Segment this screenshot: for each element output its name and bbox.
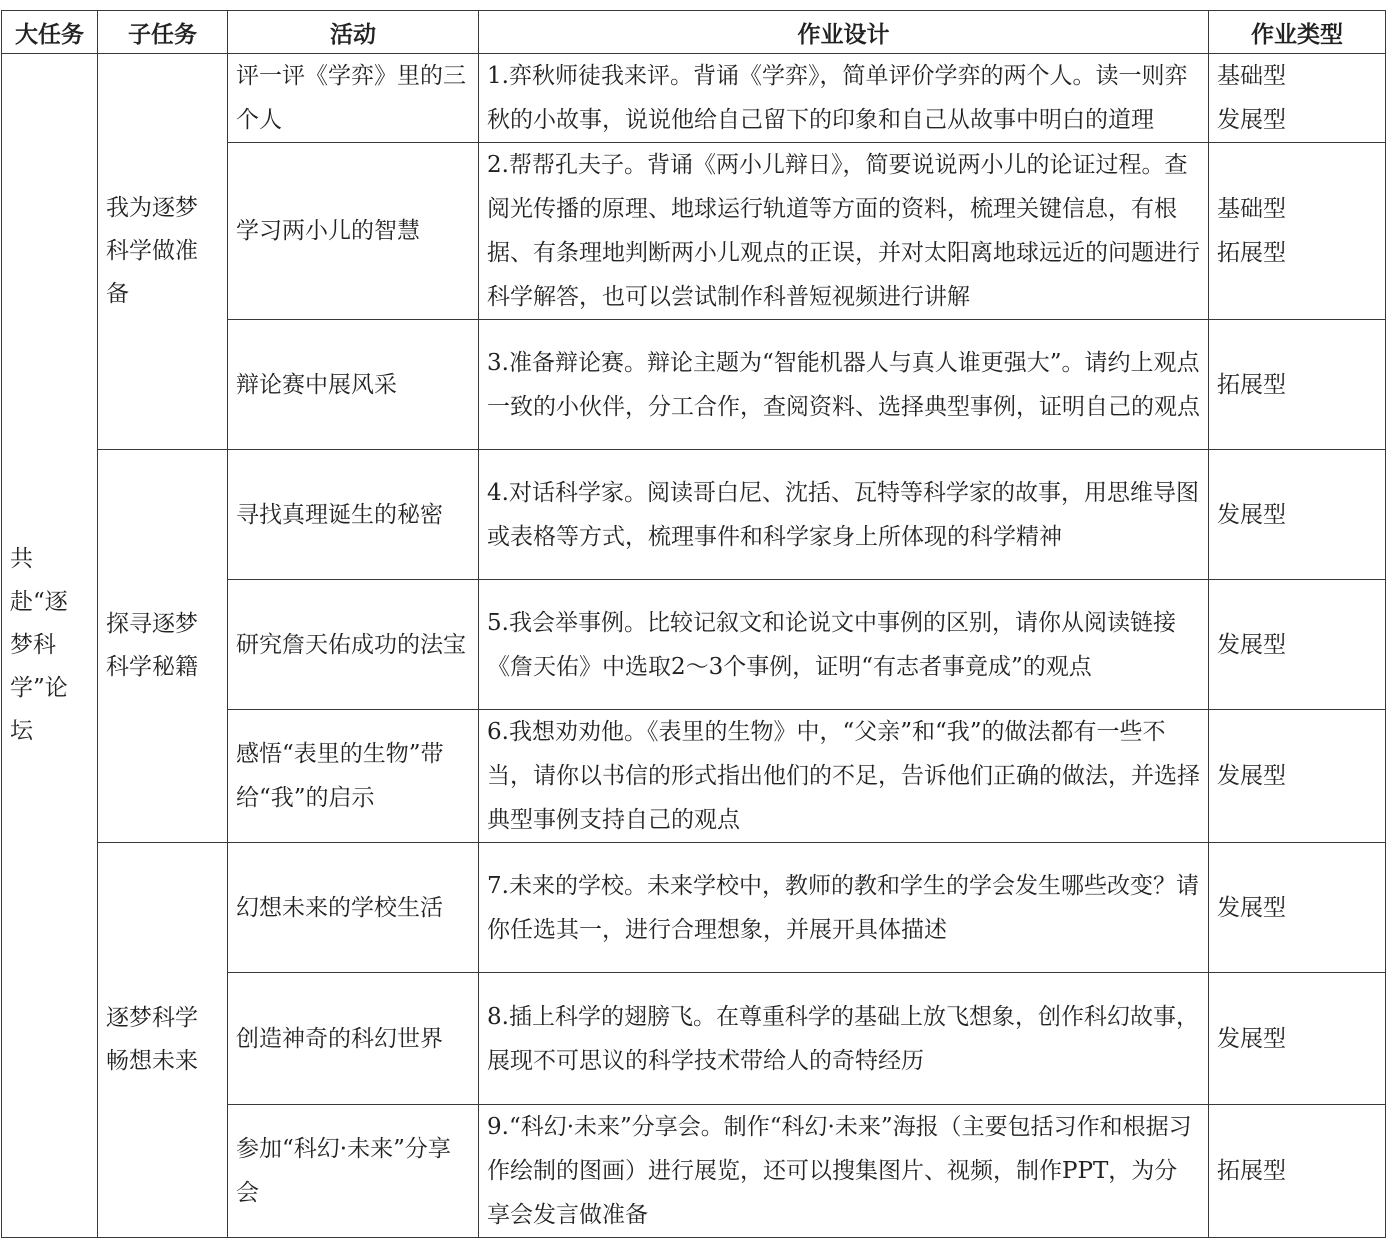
homework-design-table [1, 10, 1386, 1238]
activity-cell: 感悟“表里的生物”带给“我”的启示 [228, 710, 479, 843]
type-label: 发展型 [1217, 763, 1286, 789]
design-cell: 4.对话科学家。阅读哥白尼、沈括、瓦特等科学家的故事，用思维导图或表格等方式，梳理事件和科学家身上所体现的科学精神 [479, 450, 1209, 580]
type-cell [1209, 710, 1386, 843]
activity-cell: 评一评《学弈》里的三个人 [228, 54, 479, 143]
type-cell [1209, 54, 1386, 143]
activity-cell: 寻找真理诞生的秘密 [228, 450, 479, 580]
type-label: 拓展型 [1217, 371, 1286, 398]
type-label: 拓展型 [1217, 240, 1286, 266]
header-row [2, 11, 1386, 54]
header-homework-type: 作业类型 [1209, 11, 1386, 54]
subtask-cell: 探寻逐梦科学秘籍 [98, 450, 228, 843]
activity-cell: 学习两小儿的智慧 [228, 143, 479, 320]
header-homework-design: 作业设计 [479, 11, 1209, 54]
activity-cell: 创造神奇的科幻世界 [228, 973, 479, 1105]
subtask-cell: 我为逐梦科学做准备 [98, 54, 228, 450]
design-cell: 2.帮帮孔夫子。背诵《两小儿辩日》，简要说说两小儿的论证过程。查阅光传播的原理、地球运行轨道等方面的资料，梳理关键信息，有根据、有条理地判断两小儿观点的正误，并对太阳离地球远近的问题进行科学解答，也可以尝试制作科普短视频进行讲解 [479, 143, 1209, 320]
activity-cell: 研究詹天佑成功的法宝 [228, 580, 479, 710]
design-cell: 5.我会举事例。比较记叙文和论说文中事例的区别，请你从阅读链接《詹天佑》中选取2～3个事例，证明“有志者事竟成”的观点 [479, 580, 1209, 710]
type-label: 发展型 [1217, 894, 1286, 921]
table-header [2, 11, 1386, 54]
header-activity: 活动 [228, 11, 479, 54]
type-cell [1209, 450, 1386, 580]
activity-cell: 幻想未来的学校生活 [228, 843, 479, 973]
type-cell [1209, 320, 1386, 450]
type-cell [1209, 973, 1386, 1105]
type-label: 发展型 [1217, 631, 1286, 658]
type-cell [1209, 843, 1386, 973]
table-row [2, 54, 1386, 143]
type-label: 基础型 [1217, 196, 1286, 222]
design-cell: 7.未来的学校。未来学校中，教师的教和学生的学会发生哪些改变？请你任选其一，进行合理想象，并展开具体描述 [479, 843, 1209, 973]
type-label: 发展型 [1217, 1025, 1286, 1052]
type-cell [1209, 1105, 1386, 1238]
design-cell: 9.“科幻·未来”分享会。制作“科幻·未来”海报（主要包括习作和根据习作绘制的图画）进行展览，还可以搜集图片、视频，制作PPT，为分享会发言做准备 [479, 1105, 1209, 1238]
type-cell [1209, 580, 1386, 710]
subtask-cell: 逐梦科学畅想未来 [98, 843, 228, 1238]
table-row [2, 843, 1386, 973]
big-task-cell: 共赴“逐梦科学”论坛 [2, 54, 98, 1238]
design-cell: 1.弈秋师徒我来评。背诵《学弈》，简单评价学弈的两个人。读一则弈秋的小故事，说说他给自己留下的印象和自己从故事中明白的道理 [479, 54, 1209, 143]
type-label: 发展型 [1217, 501, 1286, 528]
type-label: 发展型 [1217, 107, 1286, 133]
activity-cell: 参加“科幻·未来”分享会 [228, 1105, 479, 1238]
table-row [2, 450, 1386, 580]
header-subtask: 子任务 [98, 11, 228, 54]
type-label: 拓展型 [1217, 1158, 1286, 1184]
activity-cell: 辩论赛中展风采 [228, 320, 479, 450]
type-cell [1209, 143, 1386, 320]
type-label: 基础型 [1217, 63, 1286, 89]
header-big-task: 大任务 [2, 11, 98, 54]
table-body [2, 54, 1386, 1238]
design-cell: 3.准备辩论赛。辩论主题为“智能机器人与真人谁更强大”。请约上观点一致的小伙伴，分工合作，查阅资料、选择典型事例，证明自己的观点 [479, 320, 1209, 450]
design-cell: 8.插上科学的翅膀飞。在尊重科学的基础上放飞想象，创作科幻故事，展现不可思议的科学技术带给人的奇特经历 [479, 973, 1209, 1105]
design-cell: 6.我想劝劝他。《表里的生物》中，“父亲”和“我”的做法都有一些不当，请你以书信的形式指出他们的不足，告诉他们正确的做法，并选择典型事例支持自己的观点 [479, 710, 1209, 843]
